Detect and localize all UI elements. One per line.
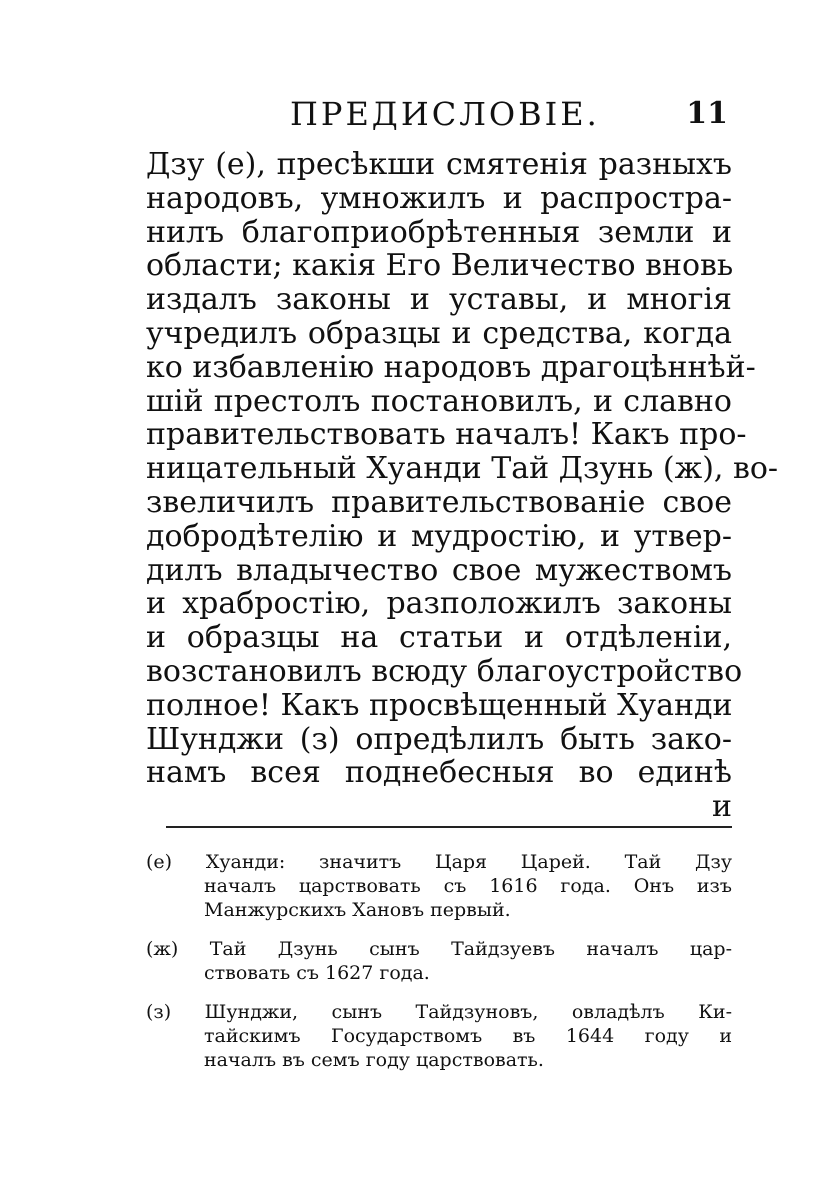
text-line: полное! Какъ просвѣщенный Хуанди [146, 687, 733, 723]
text-line: Шунджи (з) опредѣлилъ быть зако- [146, 721, 732, 757]
body-text [146, 147, 779, 825]
text-line: добродѣтелію и мудростію, и утвер- [146, 518, 732, 554]
footnote-line: (з) Шунджи, сынъ Тайдзуновъ, овладѣлъ Ки- [146, 1001, 732, 1023]
text-line: учредилъ образцы и средства, когда [146, 315, 732, 351]
text-line: возстановилъ всюду благоустройство [146, 653, 743, 689]
text-line: народовъ, умножилъ и распростра- [146, 180, 732, 216]
text-line: области; какія Его Величество вновь [146, 248, 734, 284]
text-line: дилъ владычество свое мужествомъ [146, 552, 732, 588]
text-line: ко избавленію народовъ драгоцѣннѣй- [146, 349, 756, 385]
text-line: и храбростію, разположилъ законы [146, 586, 732, 622]
footnote-line: ствовать съ 1627 года. [204, 962, 430, 984]
text-line: правительствовать началъ! Какъ про- [146, 417, 747, 453]
footnote-line: тайскимъ Государствомъ въ 1644 году и [204, 1025, 732, 1047]
text-line: шій престолъ постановилъ, и славно [146, 383, 732, 419]
catchword: и [712, 789, 732, 825]
running-title: ПРЕДИСЛОВІЕ. [290, 95, 600, 133]
footnote-line: началъ царствовать съ 1616 года. Онъ изъ [204, 875, 732, 897]
footnotes [146, 850, 732, 1087]
footnote-line: (ж) Тай Дзунь сынъ Тайдзуевъ началъ цар- [146, 938, 732, 960]
footnote-divider [166, 826, 732, 828]
text-line: звеличилъ правительствованіе свое [146, 484, 732, 520]
text-line: и образцы на статьи и отдѣленіи, [146, 620, 732, 656]
text-line: нилъ благоприобрѣтенныя земли и [146, 214, 732, 250]
footnote-line: началъ въ семъ году царствовать. [204, 1049, 544, 1071]
footnote-e [146, 850, 732, 922]
running-head [150, 92, 730, 136]
footnote-line: (е) Хуанди: значитъ Царя Царей. Тай Дзу [146, 851, 732, 873]
footnote-zh [146, 937, 732, 985]
text-line: намъ всея поднебесныя во единѣ [146, 755, 732, 791]
page-number: 11 [686, 96, 728, 131]
footnote-line: Манжурскихъ Хановъ первый. [204, 899, 511, 921]
text-line: ницательный Хуанди Тай Дзунь (ж), во- [146, 451, 779, 487]
text-line: Дзу (е), пресѣкши смятенія разныхъ [146, 147, 732, 182]
footnote-z [146, 1000, 732, 1072]
text-line: издалъ законы и уставы, и многія [146, 282, 732, 318]
